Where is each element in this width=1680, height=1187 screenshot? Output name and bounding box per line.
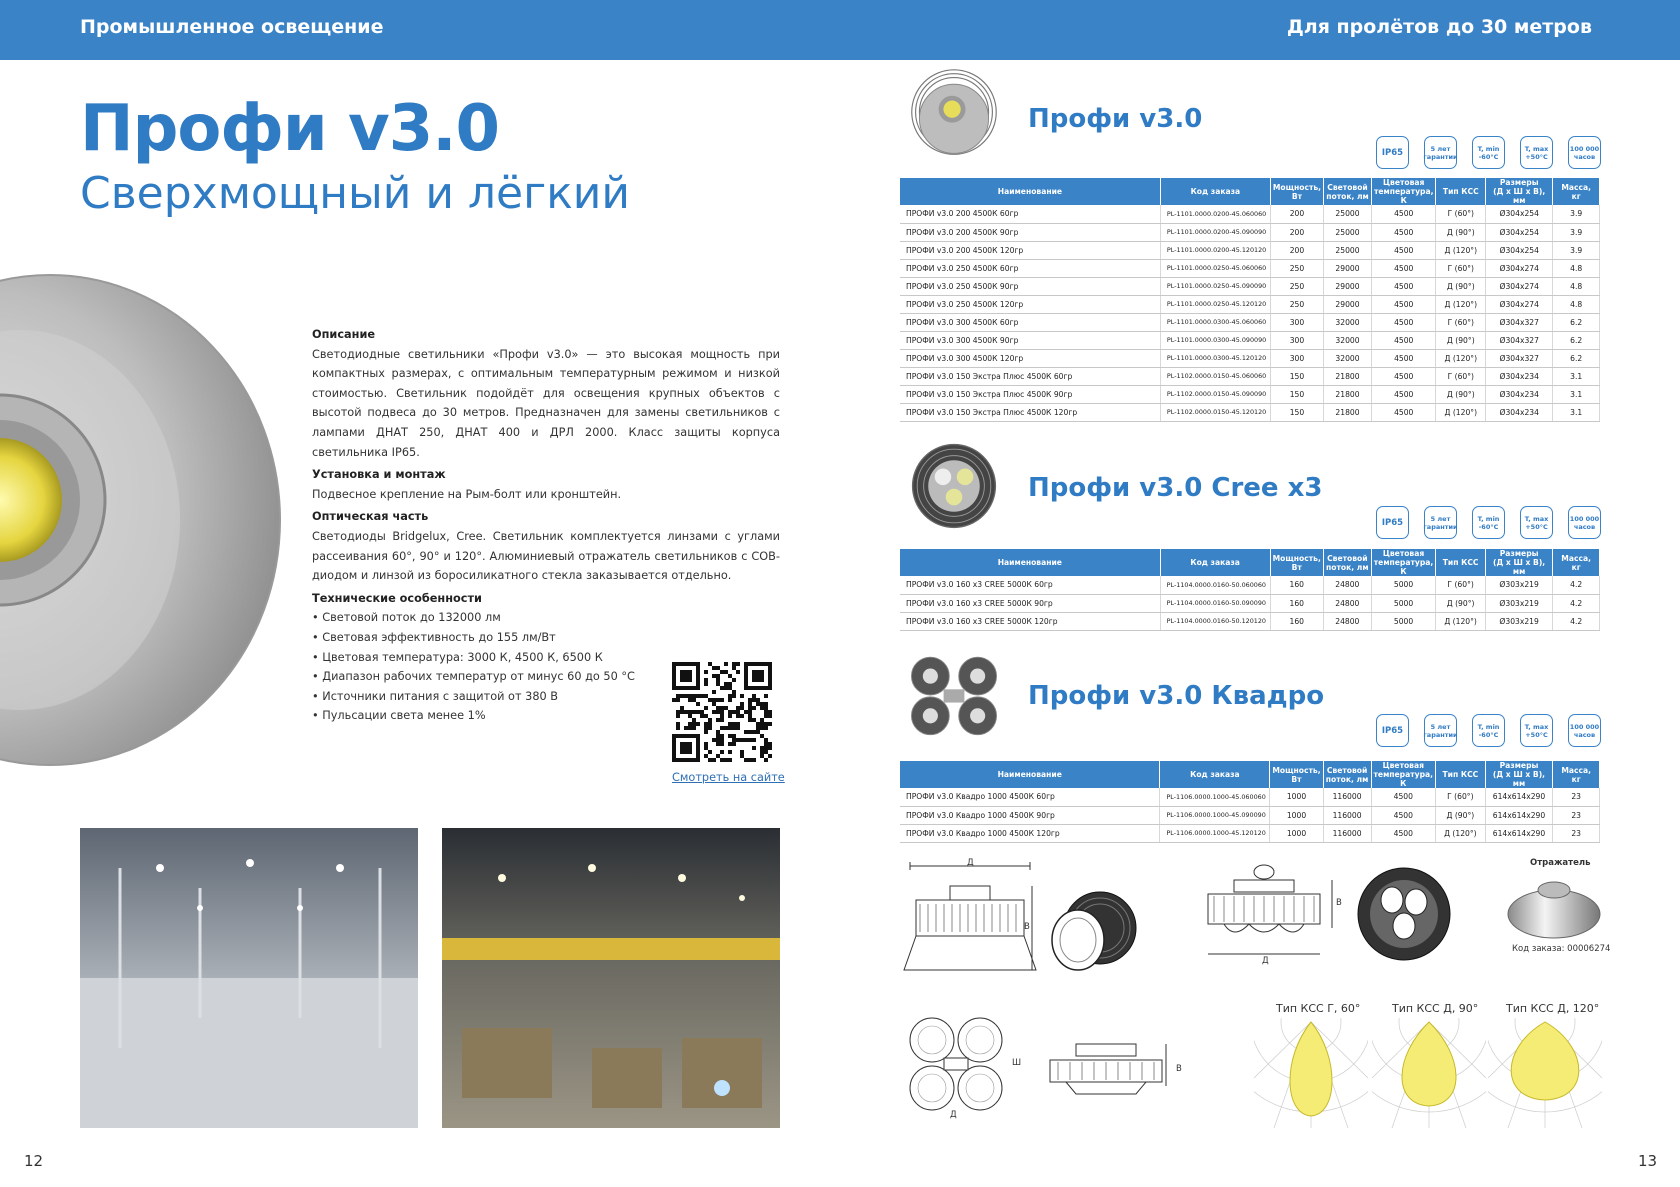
feature-item: • Световая эффективность до 155 лм/Вт	[312, 630, 556, 644]
cell-kss: Д (120°)	[1436, 612, 1486, 630]
cell-mass: 4.8	[1553, 259, 1600, 277]
table-row	[900, 349, 1600, 367]
cell-cct: 4500	[1371, 313, 1436, 331]
cell-cct: 5000	[1371, 612, 1436, 630]
kss-diagram-d90	[1372, 1018, 1486, 1128]
cell-name: ПРОФИ v3.0 160 x3 CREE 5000К 120гр	[900, 612, 1160, 630]
cell-power: 200	[1270, 241, 1323, 259]
description-heading: Описание	[312, 328, 376, 341]
cell-code: PL-1101.0000.0200-45.120120	[1160, 241, 1270, 259]
kss-label: Тип КСС Г, 60°	[1276, 1002, 1361, 1015]
cell-kss: Г (60°)	[1436, 367, 1486, 385]
dim-label-d: Д	[967, 858, 974, 868]
cell-cct: 4500	[1371, 806, 1436, 824]
table-row	[900, 594, 1600, 612]
cell-flux: 116000	[1323, 824, 1371, 842]
cell-kss: Д (120°)	[1436, 824, 1486, 842]
hero-title: Профи v3.0	[80, 92, 500, 166]
cell-code: PL-1106.0000.1000-45.060060	[1160, 788, 1270, 806]
reflector-label: Отражатель	[1530, 858, 1591, 868]
cell-power: 1000	[1270, 824, 1323, 842]
cell-power: 150	[1270, 367, 1323, 385]
kss-diagram-d120	[1488, 1018, 1602, 1128]
cell-size: Ø304x327	[1486, 331, 1553, 349]
cell-mass: 23	[1553, 788, 1600, 806]
cell-mass: 3.1	[1553, 385, 1600, 403]
installation-heading: Установка и монтаж	[312, 468, 446, 482]
cell-mass: 6.2	[1553, 331, 1600, 349]
cell-mass: 23	[1553, 824, 1600, 842]
column-header-code: Код заказа	[1160, 178, 1270, 205]
cell-flux: 25000	[1324, 241, 1372, 259]
cell-name: ПРОФИ v3.0 200 4500К 60гр	[900, 205, 1160, 223]
section-title-profi: Профи v3.0	[1028, 104, 1203, 134]
cell-cct: 4500	[1371, 259, 1436, 277]
cell-name: ПРОФИ v3.0 200 4500К 90гр	[900, 223, 1160, 241]
cell-name: ПРОФИ v3.0 250 4500К 90гр	[900, 277, 1160, 295]
warehouse-photo	[80, 828, 418, 1128]
header-span-note: Для пролётов до 30 метров	[1286, 16, 1592, 38]
dim-label-d: Д	[1262, 956, 1269, 966]
dimension-drawing-profi	[900, 858, 1040, 976]
cell-cct: 4500	[1371, 788, 1436, 806]
cell-mass: 4.2	[1553, 612, 1600, 630]
section-title-cree: Профи v3.0 Cree x3	[1028, 473, 1323, 503]
column-header-flux: Световой поток, лм	[1324, 178, 1372, 205]
temp-min-badge: T, min -60°C	[1472, 714, 1505, 747]
cell-code: PL-1104.0000.0160-50.090090	[1160, 594, 1270, 612]
table-header-row	[900, 549, 1600, 576]
spec-table-cree	[900, 549, 1600, 631]
cell-code: PL-1102.0000.0150-45.060060	[1160, 367, 1270, 385]
cell-code: PL-1101.0000.0250-45.060060	[1160, 259, 1270, 277]
cell-power: 150	[1270, 403, 1323, 421]
warranty-badge: 5 лет гарантии	[1424, 714, 1457, 747]
cell-cct: 4500	[1371, 295, 1436, 313]
cell-size: Ø304x254	[1486, 223, 1553, 241]
cell-code: PL-1101.0000.0200-45.090090	[1160, 223, 1270, 241]
table-row	[900, 295, 1600, 313]
cell-mass: 3.1	[1553, 367, 1600, 385]
table-row	[900, 385, 1600, 403]
cell-mass: 3.9	[1553, 223, 1600, 241]
reflector-image	[1504, 872, 1604, 942]
dim-label-v: В	[1336, 898, 1342, 908]
table-row	[900, 788, 1600, 806]
temp-max-badge: T, max +50°C	[1520, 714, 1553, 747]
header-bar	[0, 0, 1680, 60]
table-row	[900, 612, 1600, 630]
cell-flux: 21800	[1324, 385, 1372, 403]
cell-cct: 4500	[1371, 205, 1436, 223]
hero-subtitle: Сверхмощный и лёгкий	[80, 168, 630, 219]
table-row	[900, 241, 1600, 259]
product-image-profi	[906, 66, 1002, 162]
column-header-mass: Масса, кг	[1553, 761, 1600, 788]
dimension-drawing-cree	[1204, 862, 1354, 972]
column-header-cct: Цветовая температура, К	[1371, 761, 1436, 788]
table-row	[900, 205, 1600, 223]
cell-size: Ø304x234	[1486, 367, 1553, 385]
cell-cct: 5000	[1371, 576, 1436, 594]
cell-flux: 29000	[1324, 277, 1372, 295]
cell-flux: 24800	[1323, 612, 1371, 630]
cell-mass: 4.8	[1553, 295, 1600, 313]
cell-kss: Д (120°)	[1436, 349, 1486, 367]
cell-power: 160	[1270, 576, 1323, 594]
warranty-badge: 5 лет гарантии	[1424, 136, 1457, 169]
cell-power: 150	[1270, 385, 1323, 403]
cell-code: PL-1102.0000.0150-45.090090	[1160, 385, 1270, 403]
cell-name: ПРОФИ v3.0 Квадро 1000 4500К 120гр	[900, 824, 1160, 842]
kss-label: Тип КСС Д, 120°	[1506, 1002, 1600, 1015]
column-header-flux: Световой поток, лм	[1323, 549, 1371, 576]
column-header-name: Наименование	[900, 178, 1160, 205]
column-header-power: Мощность, Вт	[1270, 178, 1323, 205]
cell-name: ПРОФИ v3.0 150 Экстра Плюс 4500К 90гр	[900, 385, 1160, 403]
dim-label-v: В	[1176, 1064, 1182, 1074]
dim-label-d: Д	[950, 1110, 957, 1120]
cell-mass: 4.8	[1553, 277, 1600, 295]
cell-size: 614x614x290	[1485, 788, 1553, 806]
cell-kss: Д (90°)	[1436, 331, 1486, 349]
cell-name: ПРОФИ v3.0 300 4500К 90гр	[900, 331, 1160, 349]
page-number-right: 13	[1638, 1152, 1658, 1170]
column-header-mass: Масса, кг	[1553, 178, 1600, 205]
cell-power: 300	[1270, 331, 1323, 349]
cell-kss: Д (90°)	[1436, 277, 1486, 295]
column-header-power: Мощность, Вт	[1270, 549, 1323, 576]
cell-flux: 24800	[1323, 594, 1371, 612]
column-header-size: Размеры (Д х Ш х В), мм	[1485, 761, 1553, 788]
optics-text: Светодиоды Bridgelux, Cree. Светильник комплектуется линзами с углами рассеивания 60°, 90° и 120°. Алюминиевый отражатель светильников с COB-диодом и линзой из боросиликатного стекла заказывается отдельно.	[312, 529, 780, 583]
feature-item: • Источники питания с защитой от 380 В	[312, 689, 559, 703]
cell-kss: Д (90°)	[1436, 385, 1486, 403]
kvadro-side-drawing	[1046, 1040, 1176, 1104]
table-row	[900, 259, 1600, 277]
cell-kss: Д (90°)	[1436, 223, 1486, 241]
cell-flux: 32000	[1324, 313, 1372, 331]
cell-kss: Г (60°)	[1436, 576, 1486, 594]
cell-size: Ø304x234	[1486, 385, 1553, 403]
features-heading: Технические особенности	[312, 591, 482, 605]
table-row	[900, 223, 1600, 241]
badges-cree	[1376, 506, 1601, 539]
ip65-badge: IP65	[1376, 136, 1409, 169]
product-image-kvadro	[902, 645, 1006, 745]
cell-size: Ø304x234	[1486, 403, 1553, 421]
dim-label-v: В	[1024, 922, 1030, 932]
cell-flux: 25000	[1324, 223, 1372, 241]
cell-flux: 116000	[1323, 788, 1371, 806]
cell-name: ПРОФИ v3.0 300 4500К 60гр	[900, 313, 1160, 331]
cell-mass: 3.1	[1553, 403, 1600, 421]
cell-size: Ø304x327	[1486, 313, 1553, 331]
lifetime-badge: 100 000 часов	[1568, 136, 1601, 169]
cell-size: Ø304x274	[1486, 277, 1553, 295]
cell-size: Ø303x219	[1485, 612, 1552, 630]
feature-item: • Диапазон рабочих температур от минус 60 до 50 °С	[312, 670, 635, 684]
cell-code: PL-1101.0000.0250-45.120120	[1160, 295, 1270, 313]
cell-cct: 4500	[1371, 223, 1436, 241]
cell-mass: 3.9	[1553, 205, 1600, 223]
cell-flux: 21800	[1324, 403, 1372, 421]
installation-text: Подвесное крепление на Рым-болт или кронштейн.	[312, 487, 622, 501]
column-header-size: Размеры (Д х Ш х В), мм	[1485, 549, 1552, 576]
column-header-size: Размеры (Д х Ш х В), мм	[1486, 178, 1553, 205]
temp-min-badge: T, min -60°C	[1472, 136, 1505, 169]
cell-code: PL-1104.0000.0160-50.120120	[1160, 612, 1270, 630]
cell-power: 1000	[1270, 806, 1323, 824]
product-image-cree	[908, 440, 1000, 532]
column-header-kss: Тип КСС	[1436, 761, 1486, 788]
description-text: Светодиодные светильники «Профи v3.0» — это высокая мощность при компактных размерах, с оптимальным температурным режимом и низкой стоимостью. Светильник подойдёт для освещения крупных объектов с высотой подвеса до 30 метров. Предназначен для замены светильников с лампами ДНАТ 250, ДНАТ 400 и ДРЛ 2000. Класс защиты корпуса светильника IP65.	[312, 347, 780, 459]
lifetime-badge: 100 000 часов	[1568, 506, 1601, 539]
cell-code: PL-1101.0000.0300-45.090090	[1160, 331, 1270, 349]
column-header-flux: Световой поток, лм	[1323, 761, 1371, 788]
page-number-left: 12	[24, 1152, 44, 1170]
badges-kvadro	[1376, 714, 1601, 747]
cell-code: PL-1104.0000.0160-50.060060	[1160, 576, 1270, 594]
cell-power: 300	[1270, 313, 1323, 331]
feature-item: • Световой поток до 132000 лм	[312, 611, 501, 625]
cell-name: ПРОФИ v3.0 Квадро 1000 4500К 60гр	[900, 788, 1160, 806]
cell-code: PL-1102.0000.0150-45.120120	[1160, 403, 1270, 421]
cell-name: ПРОФИ v3.0 300 4500К 120гр	[900, 349, 1160, 367]
dim-label-sh: Ш	[1012, 1058, 1022, 1068]
cell-size: 614x614x290	[1485, 806, 1553, 824]
column-header-cct: Цветовая температура, К	[1371, 178, 1436, 205]
cell-code: PL-1106.0000.1000-45.120120	[1160, 824, 1270, 842]
view-on-site-link[interactable]: Смотреть на сайте	[672, 771, 785, 784]
header-section: Промышленное освещение	[80, 16, 384, 38]
table-header-row	[900, 761, 1600, 788]
feature-item: • Цветовая температура: 3000 К, 4500 К, 6500 К	[312, 650, 603, 664]
cell-name: ПРОФИ v3.0 250 4500К 120гр	[900, 295, 1160, 313]
temp-max-badge: T, max +50°C	[1520, 136, 1553, 169]
column-header-name: Наименование	[900, 549, 1160, 576]
table-row	[900, 576, 1600, 594]
cell-power: 300	[1270, 349, 1323, 367]
section-title-kvadro: Профи v3.0 Квадро	[1028, 681, 1325, 711]
cell-kss: Г (60°)	[1436, 259, 1486, 277]
cell-cct: 4500	[1371, 331, 1436, 349]
cell-name: ПРОФИ v3.0 150 Экстра Плюс 4500К 120гр	[900, 403, 1160, 421]
cell-size: Ø303x219	[1485, 576, 1552, 594]
cell-power: 200	[1270, 223, 1323, 241]
cree-perspective-drawing	[1352, 862, 1456, 966]
reflector-order-code: Код заказа: 00006274	[1512, 944, 1611, 954]
ip65-badge: IP65	[1376, 714, 1409, 747]
cell-size: Ø303x219	[1485, 594, 1552, 612]
cell-size: Ø304x274	[1486, 259, 1553, 277]
cell-size: Ø304x254	[1486, 241, 1553, 259]
table-row	[900, 277, 1600, 295]
cell-power: 160	[1270, 612, 1323, 630]
table-row	[900, 403, 1600, 421]
cell-kss: Г (60°)	[1436, 313, 1486, 331]
table-row	[900, 331, 1600, 349]
spec-table-profi	[900, 178, 1600, 422]
cell-kss: Г (60°)	[1436, 788, 1486, 806]
cell-name: ПРОФИ v3.0 Квадро 1000 4500К 90гр	[900, 806, 1160, 824]
cell-mass: 23	[1553, 806, 1600, 824]
cell-power: 250	[1270, 295, 1323, 313]
ip65-badge: IP65	[1376, 506, 1409, 539]
column-header-power: Мощность, Вт	[1270, 761, 1323, 788]
cell-size: Ø304x274	[1486, 295, 1553, 313]
cell-kss: Д (120°)	[1436, 241, 1486, 259]
cell-kss: Д (90°)	[1436, 806, 1486, 824]
cell-code: PL-1101.0000.0200-45.060060	[1160, 205, 1270, 223]
column-header-cct: Цветовая температура, К	[1371, 549, 1436, 576]
cell-power: 200	[1270, 205, 1323, 223]
table-row	[900, 806, 1600, 824]
cell-code: PL-1106.0000.1000-45.090090	[1160, 806, 1270, 824]
cell-flux: 29000	[1324, 259, 1372, 277]
feature-item: • Пульсации света менее 1%	[312, 709, 486, 723]
cell-cct: 4500	[1371, 385, 1436, 403]
spec-table-kvadro	[900, 761, 1600, 843]
cell-code: PL-1101.0000.0250-45.090090	[1160, 277, 1270, 295]
kss-label: Тип КСС Д, 90°	[1392, 1002, 1479, 1015]
cell-power: 1000	[1270, 788, 1323, 806]
cell-name: ПРОФИ v3.0 150 Экстра Плюс 4500К 60гр	[900, 367, 1160, 385]
cell-mass: 3.9	[1553, 241, 1600, 259]
cell-flux: 29000	[1324, 295, 1372, 313]
kss-diagram-g60	[1254, 1018, 1368, 1128]
cell-flux: 32000	[1324, 331, 1372, 349]
cell-flux: 21800	[1324, 367, 1372, 385]
cell-flux: 116000	[1323, 806, 1371, 824]
cell-size: 614x614x290	[1485, 824, 1553, 842]
optics-heading: Оптическая часть	[312, 510, 429, 524]
qr-code-icon[interactable]	[672, 662, 772, 762]
cell-name: ПРОФИ v3.0 200 4500К 120гр	[900, 241, 1160, 259]
cell-power: 250	[1270, 277, 1323, 295]
table-header-row	[900, 178, 1600, 205]
cell-kss: Д (120°)	[1436, 295, 1486, 313]
column-header-kss: Тип КСС	[1436, 178, 1486, 205]
cell-kss: Д (120°)	[1436, 403, 1486, 421]
cell-cct: 4500	[1371, 403, 1436, 421]
cell-name: ПРОФИ v3.0 250 4500К 60гр	[900, 259, 1160, 277]
cell-mass: 4.2	[1553, 594, 1600, 612]
cell-code: PL-1101.0000.0300-45.120120	[1160, 349, 1270, 367]
cell-power: 250	[1270, 259, 1323, 277]
cell-flux: 24800	[1323, 576, 1371, 594]
cell-mass: 4.2	[1553, 576, 1600, 594]
temp-min-badge: T, min -60°C	[1472, 506, 1505, 539]
cell-size: Ø304x254	[1486, 205, 1553, 223]
cell-name: ПРОФИ v3.0 160 x3 CREE 5000К 60гр	[900, 576, 1160, 594]
hero-lamp-image	[0, 270, 310, 790]
column-header-code: Код заказа	[1160, 761, 1270, 788]
temp-max-badge: T, max +50°C	[1520, 506, 1553, 539]
badges-profi	[1376, 136, 1601, 169]
column-header-mass: Масса, кг	[1553, 549, 1600, 576]
cell-name: ПРОФИ v3.0 160 x3 CREE 5000К 90гр	[900, 594, 1160, 612]
cell-cct: 4500	[1371, 277, 1436, 295]
cell-mass: 6.2	[1553, 313, 1600, 331]
cell-cct: 4500	[1371, 241, 1436, 259]
cell-kss: Д (90°)	[1436, 594, 1486, 612]
cell-cct: 5000	[1371, 594, 1436, 612]
table-row	[900, 824, 1600, 842]
cell-flux: 25000	[1324, 205, 1372, 223]
cell-flux: 32000	[1324, 349, 1372, 367]
cell-mass: 6.2	[1553, 349, 1600, 367]
column-header-name: Наименование	[900, 761, 1160, 788]
warranty-badge: 5 лет гарантии	[1424, 506, 1457, 539]
cell-power: 160	[1270, 594, 1323, 612]
cell-kss: Г (60°)	[1436, 205, 1486, 223]
profi-perspective-drawing	[1044, 882, 1140, 978]
cell-code: PL-1101.0000.0300-45.060060	[1160, 313, 1270, 331]
cell-cct: 4500	[1371, 349, 1436, 367]
kvadro-top-drawing	[906, 1014, 1006, 1114]
column-header-kss: Тип КСС	[1436, 549, 1486, 576]
cell-size: Ø304x327	[1486, 349, 1553, 367]
factory-photo	[442, 828, 780, 1128]
lifetime-badge: 100 000 часов	[1568, 714, 1601, 747]
cell-cct: 4500	[1371, 367, 1436, 385]
table-row	[900, 367, 1600, 385]
table-row	[900, 313, 1600, 331]
column-header-code: Код заказа	[1160, 549, 1270, 576]
cell-cct: 4500	[1371, 824, 1436, 842]
